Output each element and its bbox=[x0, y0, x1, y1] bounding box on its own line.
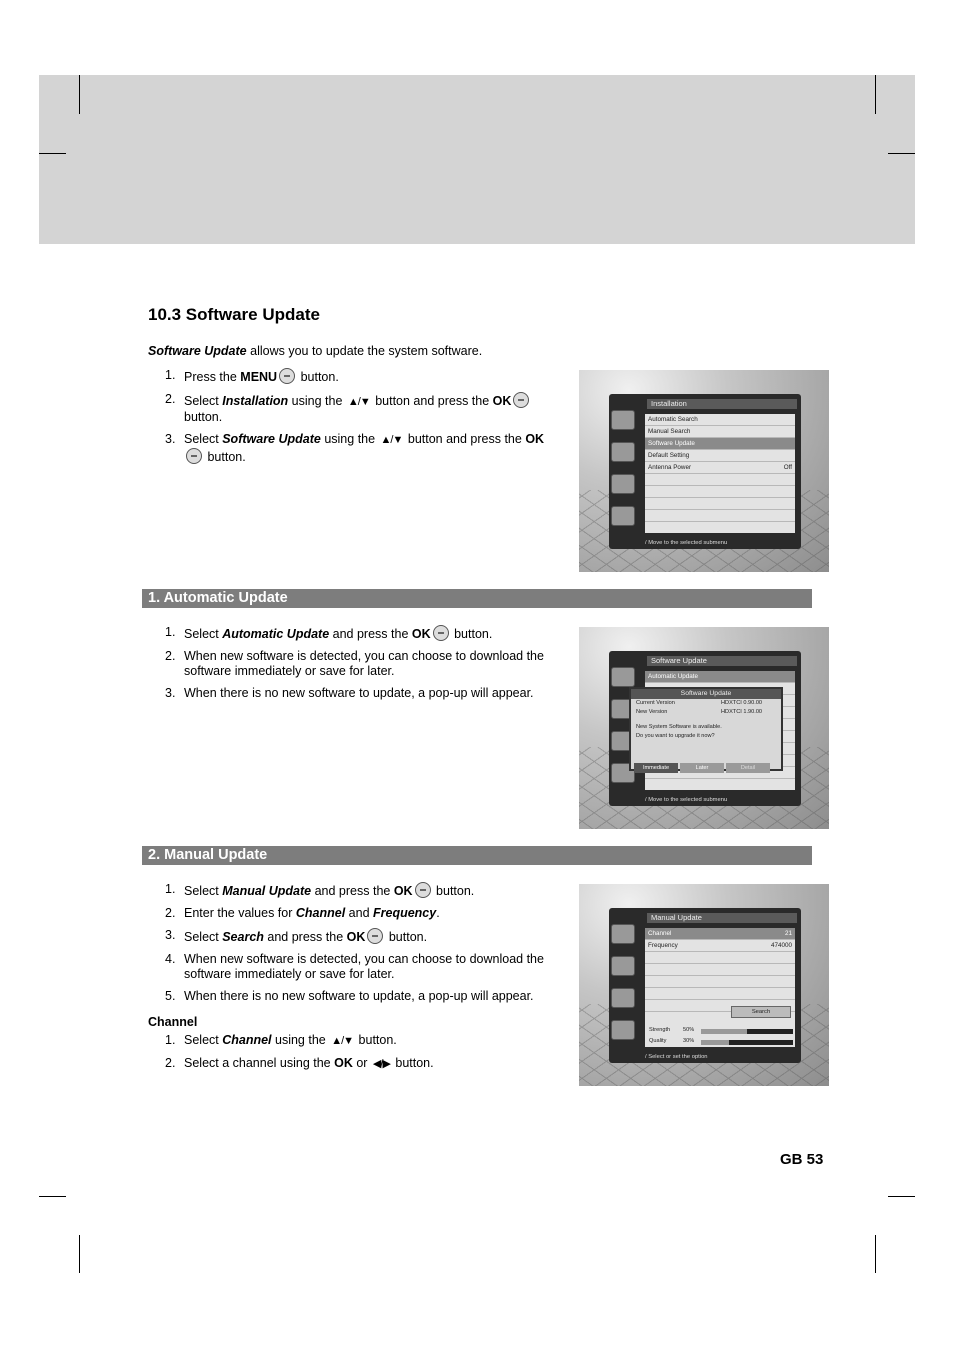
crop-mark bbox=[875, 1235, 876, 1273]
detail-button[interactable]: Detail bbox=[726, 763, 770, 773]
list-item bbox=[148, 928, 554, 945]
tools-icon bbox=[611, 506, 635, 526]
list-item bbox=[148, 882, 554, 899]
list-item bbox=[148, 649, 554, 679]
step-text: button. bbox=[297, 370, 339, 384]
ok-button-icon bbox=[186, 448, 202, 464]
step-text: using the bbox=[271, 1033, 330, 1047]
step-number: 3. bbox=[165, 928, 176, 942]
crop-mark bbox=[888, 1196, 915, 1197]
menu-item: Automatic Search bbox=[645, 414, 795, 426]
installation-screenshot bbox=[579, 370, 829, 572]
step-term: Frequency bbox=[373, 906, 437, 920]
step-number: 1. bbox=[165, 882, 176, 896]
gift-icon bbox=[611, 956, 635, 976]
step-text: Select bbox=[184, 1033, 223, 1047]
channel-label: Channel bbox=[648, 930, 672, 937]
step-number: 1. bbox=[165, 625, 176, 639]
menu-item-selected: Software Update bbox=[645, 438, 795, 450]
menu-button-icon bbox=[279, 368, 295, 384]
intro-term: Software Update bbox=[148, 344, 247, 358]
left-right-arrow-icon: ◀/▶ bbox=[372, 1058, 390, 1070]
list-item bbox=[148, 1056, 554, 1072]
step-text: . bbox=[436, 906, 440, 920]
automatic-steps bbox=[148, 625, 554, 708]
section-bar-manual: 2. Manual Update bbox=[142, 846, 812, 865]
menu-item bbox=[645, 462, 795, 474]
strength-percent: 50% bbox=[683, 1027, 695, 1033]
step-text: When there is no new software to update, a pop-up will appear. bbox=[184, 989, 534, 1003]
tv-icon bbox=[611, 474, 635, 494]
ok-button-icon bbox=[415, 882, 431, 898]
step-term: Manual Update bbox=[222, 884, 312, 898]
step-text: Press the bbox=[184, 370, 241, 384]
ok-button-icon bbox=[433, 625, 449, 641]
strength-label: Strength bbox=[649, 1027, 671, 1033]
up-down-arrow-icon: ▲/▼ bbox=[347, 396, 370, 408]
popup-question: Do you want to upgrade it now? bbox=[636, 733, 715, 739]
header-band bbox=[39, 75, 915, 244]
screen-title: Manual Update bbox=[647, 913, 797, 923]
step-key: OK bbox=[492, 394, 512, 408]
step-number: 2. bbox=[165, 1056, 176, 1070]
screen-footer: / Move to the selected submenu bbox=[645, 540, 728, 546]
step-text: Select bbox=[184, 627, 223, 641]
step-text: Select bbox=[184, 432, 223, 446]
menu-item-selected: Automatic Update bbox=[645, 671, 795, 683]
step-number: 5. bbox=[165, 989, 176, 1003]
crop-mark bbox=[875, 75, 876, 114]
step-term: Channel bbox=[222, 1033, 272, 1047]
strength-bar bbox=[701, 1029, 747, 1034]
list-item bbox=[148, 392, 554, 425]
channel-row bbox=[645, 928, 795, 940]
gift-icon bbox=[611, 442, 635, 462]
step-key: OK bbox=[393, 884, 413, 898]
screen-footer: / Move to the selected submenu bbox=[645, 797, 728, 803]
search-button[interactable]: Search bbox=[731, 1006, 791, 1018]
ok-button-icon bbox=[367, 928, 383, 944]
list-item bbox=[148, 368, 554, 385]
current-version-value: HDXTCI 0.90.00 bbox=[721, 700, 763, 706]
crop-mark bbox=[39, 153, 66, 154]
step-text: button and press the bbox=[371, 394, 493, 408]
channel-value: 21 bbox=[784, 930, 792, 937]
current-version-row bbox=[631, 699, 781, 708]
screen-title: Installation bbox=[647, 399, 797, 409]
step-text: button. bbox=[184, 410, 223, 424]
step-text: button. bbox=[432, 884, 475, 898]
software-update-screenshot bbox=[579, 627, 829, 829]
step-key: OK bbox=[346, 930, 366, 944]
step-text: button. bbox=[385, 930, 428, 944]
menu-icons bbox=[611, 924, 641, 1052]
step-key: OK bbox=[525, 432, 545, 446]
step-number: 1. bbox=[165, 1033, 176, 1047]
step-text: Enter the values for bbox=[184, 906, 296, 920]
step-number: 1. bbox=[165, 368, 176, 382]
step-key: MENU bbox=[240, 370, 278, 384]
step-key: OK bbox=[334, 1056, 353, 1070]
menu-item: Default Setting bbox=[645, 450, 795, 462]
crop-mark bbox=[79, 1235, 80, 1273]
step-term: Automatic Update bbox=[222, 627, 330, 641]
step-number: 3. bbox=[165, 432, 176, 446]
menu-item: Manual Search bbox=[645, 426, 795, 438]
tools-icon bbox=[611, 1020, 635, 1040]
section-heading: 10.3 Software Update bbox=[148, 305, 320, 324]
menu-icons bbox=[611, 410, 641, 538]
screen-footer: / Select or set the option bbox=[645, 1054, 708, 1060]
menu-item-value: Off bbox=[783, 464, 792, 471]
up-down-arrow-icon: ▲/▼ bbox=[380, 434, 403, 446]
screen-title: Software Update bbox=[647, 656, 797, 666]
channel-icon bbox=[611, 667, 635, 687]
section-bar-automatic: 1. Automatic Update bbox=[142, 589, 812, 608]
frequency-label: Frequency bbox=[648, 942, 678, 949]
step-text: button. bbox=[450, 627, 493, 641]
quality-meter bbox=[649, 1038, 793, 1046]
popup-message: New System Software is available. bbox=[636, 724, 722, 730]
immediate-button[interactable]: Immediate bbox=[634, 763, 678, 773]
step-text: Select bbox=[184, 884, 223, 898]
menu-item-label: Antenna Power bbox=[648, 464, 692, 471]
channel-steps bbox=[148, 1033, 554, 1079]
step-text: When there is no new software to update, a pop-up will appear. bbox=[184, 686, 534, 700]
step-number: 2. bbox=[165, 392, 176, 406]
step-text: and bbox=[345, 906, 373, 920]
step-text: button. bbox=[204, 450, 246, 464]
step-term: Software Update bbox=[222, 432, 321, 446]
step-text: button. bbox=[391, 1056, 434, 1070]
step-text: button and press the bbox=[404, 432, 526, 446]
up-down-arrow-icon: ▲/▼ bbox=[331, 1035, 354, 1047]
step-term: Installation bbox=[222, 394, 289, 408]
step-number: 2. bbox=[165, 649, 176, 663]
new-version-value: HDXTCI 1.90.00 bbox=[721, 709, 763, 715]
step-text: Select a channel using the bbox=[184, 1056, 335, 1070]
step-text: or bbox=[352, 1056, 371, 1070]
step-text: When new software is detected, you can choose to download the software immediately or save for later. bbox=[184, 649, 544, 678]
crop-mark bbox=[888, 153, 915, 154]
step-text: and press the bbox=[263, 930, 347, 944]
step-text: button. bbox=[355, 1033, 397, 1047]
intro-steps bbox=[148, 368, 554, 472]
page-number: GB 53 bbox=[780, 1151, 824, 1168]
list-item bbox=[148, 432, 554, 465]
list-item bbox=[148, 989, 554, 1004]
channel-subheading: Channel bbox=[148, 1015, 198, 1029]
list-item bbox=[148, 906, 554, 921]
step-text: and press the bbox=[311, 884, 394, 898]
quality-bar bbox=[701, 1040, 729, 1045]
step-text: using the bbox=[288, 394, 346, 408]
manual-update-screenshot bbox=[579, 884, 829, 1086]
channel-icon bbox=[611, 410, 635, 430]
current-version-label: Current Version bbox=[636, 700, 675, 706]
step-number: 4. bbox=[165, 952, 176, 966]
tv-icon bbox=[611, 988, 635, 1008]
new-version-row bbox=[631, 708, 781, 717]
popup-title: Software Update bbox=[631, 689, 781, 699]
strength-meter bbox=[649, 1027, 793, 1035]
step-text: and press the bbox=[329, 627, 412, 641]
intro-text bbox=[148, 344, 482, 358]
list-item bbox=[148, 625, 554, 642]
update-popup bbox=[629, 687, 783, 771]
new-version-label: New Version bbox=[636, 709, 668, 715]
list-item bbox=[148, 686, 554, 701]
step-term: Channel bbox=[295, 906, 346, 920]
step-text: Select bbox=[184, 930, 223, 944]
crop-mark bbox=[39, 1196, 66, 1197]
later-button[interactable]: Later bbox=[680, 763, 724, 773]
step-number: 3. bbox=[165, 686, 176, 700]
step-number: 2. bbox=[165, 906, 176, 920]
list-item bbox=[148, 1033, 554, 1049]
manual-steps bbox=[148, 882, 554, 1011]
step-text: Select bbox=[184, 394, 223, 408]
list-item bbox=[148, 952, 554, 982]
quality-label: Quality bbox=[649, 1038, 667, 1044]
frequency-value: 474000 bbox=[770, 942, 792, 949]
step-text: When new software is detected, you can choose to download the software immediately or save for later. bbox=[184, 952, 544, 981]
crop-mark bbox=[79, 75, 80, 114]
step-text: using the bbox=[320, 432, 379, 446]
channel-icon bbox=[611, 924, 635, 944]
step-term: Search bbox=[222, 930, 264, 944]
quality-percent: 30% bbox=[683, 1038, 695, 1044]
step-key: OK bbox=[411, 627, 431, 641]
ok-button-icon bbox=[513, 392, 529, 408]
frequency-row bbox=[645, 940, 795, 952]
intro-rest: allows you to update the system software. bbox=[246, 344, 483, 358]
